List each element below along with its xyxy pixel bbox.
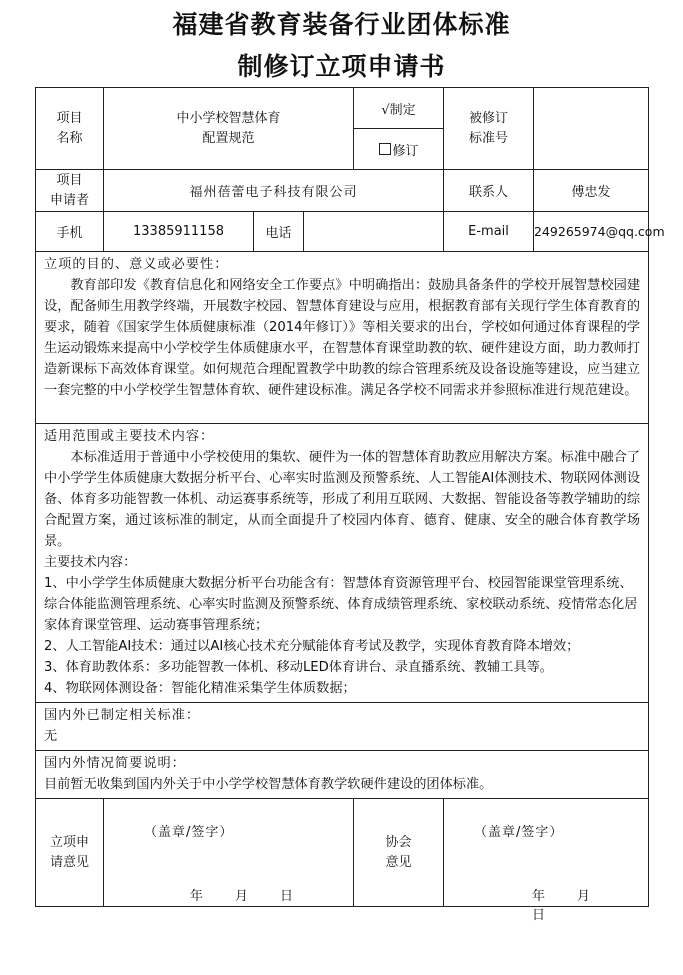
project-type-cell: [354, 88, 444, 170]
project-name-value: 中小学校智慧体育 配置规范: [104, 88, 354, 170]
situation-heading: 国内外情况简要说明：: [44, 756, 186, 771]
checkbox-icon: [379, 143, 391, 155]
applicant-value: 福州蓓蕾电子科技有限公司: [104, 170, 444, 212]
scope-heading: 适用范围或主要技术内容：: [44, 429, 215, 444]
date-line: 年 月 日: [190, 889, 294, 904]
main-tech-heading: 主要技术内容：: [44, 555, 137, 570]
scope-body: 本标准适用于普通中小学校使用的集软、硬件为一体的智慧体育助教应用解决方案。标准中融合了中小学学生体质健康大数据分析平台、心率实时监测及预警系统、人工智能AI体测技术、物联网体测设备、体育多功能智教一体机、动运赛事系统等，形成了利用互联网、大数据、智能设备等教学辅助的综合配置方案，通过该标准的制定，从而全面提升了校园内体育、德育、健康、安全的融合体育教学场景。: [44, 450, 641, 549]
revised-std-label: 被修订 标准号: [444, 88, 534, 170]
phone-label: 电话: [254, 212, 304, 252]
application-form: [35, 87, 665, 923]
date-line: 年 月日: [532, 889, 591, 923]
email-value: 249265974@qq.com: [534, 212, 649, 252]
mobile-value: 13385911158: [104, 212, 254, 252]
tech-item: 4、物联网体测设备：智能化精准采集学生体质数据；: [44, 681, 356, 696]
contact-person-value: 傅忠发: [534, 170, 649, 212]
application-opinion-box: [104, 799, 354, 907]
document-subtitle: 制修订立项申请书: [237, 52, 446, 81]
scope-section: [36, 424, 649, 703]
situation-body: 目前暂无收集到国内外关于中小学学校智慧体育教学软硬件建设的团体标准。: [44, 777, 493, 792]
contact-person-label: 联系人: [444, 170, 534, 212]
existing-standards-section: [36, 703, 649, 751]
seal-signature-note: （盖章/签字）: [144, 825, 234, 840]
existing-heading: 国内外已制定相关标准：: [44, 708, 201, 723]
tech-item: 2、人工智能AI技术：通过以AI核心技术充分赋能体育考试及教学，实现体育教育降本增效；: [44, 639, 580, 654]
association-opinion-box: [444, 799, 649, 923]
application-opinion-label: 立项申 请意见: [36, 799, 104, 907]
revised-std-value: [534, 88, 649, 170]
existing-body: 无: [44, 729, 58, 744]
tech-item: 1、中小学学生体质健康大数据分析平台功能含有：智慧体育资源管理平台、校园智能课堂管理系统、综合体能监测管理系统、心率实时监测及预警系统、体育成绩管理系统、家校联动系统、疫情常态化居家体育课堂管理、运动赛事管理系统；: [44, 576, 638, 633]
document-title: 福建省教育装备行业团体标准: [172, 10, 511, 39]
applicant-label: 项目 申请者: [36, 170, 104, 212]
phone-value: [304, 212, 444, 252]
type-make-option: √制定: [381, 102, 416, 118]
situation-section: [36, 751, 649, 799]
email-label: E-mail: [444, 212, 534, 252]
purpose-body: 教育部印发《教育信息化和网络安全工作要点》中明确指出：鼓励具备条件的学校开展智慧校园建设，配备师生用教学终端，开展数字校园、智慧体育建设与应用，根据教育部有关现行学生体育教育的要求，随着《国家学生体质健康标准（2014年修订）》等相关要求的出台，学校如何通过体育课程的学生运动锻炼来提高中小学校学生体质健康水平，在智慧体育课堂助教的软、硬件建设方面，助力教师打造新课标下高效体育课堂。如何规范合理配置教学中助教的综合管理系统及设备设施等建设，应当建立一套完整的中小学校学生智慧体育软、硬件建设标准。满足各学校不同需求并参照标准进行规范建设。: [44, 278, 641, 398]
mobile-label: 手机: [36, 212, 104, 252]
seal-signature-note: （盖章/签字）: [474, 825, 564, 840]
purpose-heading: 立项的目的、意义或必要性：: [44, 257, 229, 272]
purpose-section: [36, 252, 649, 424]
project-name-label: 项目 名称: [36, 88, 104, 170]
tech-item: 3、体育助教体系：多功能智教一体机、移动LED体育讲台、录直播系统、教辅工具等。: [44, 660, 553, 675]
association-opinion-label: 协会 意见: [354, 799, 444, 907]
type-revise-option: 修订: [354, 128, 443, 169]
